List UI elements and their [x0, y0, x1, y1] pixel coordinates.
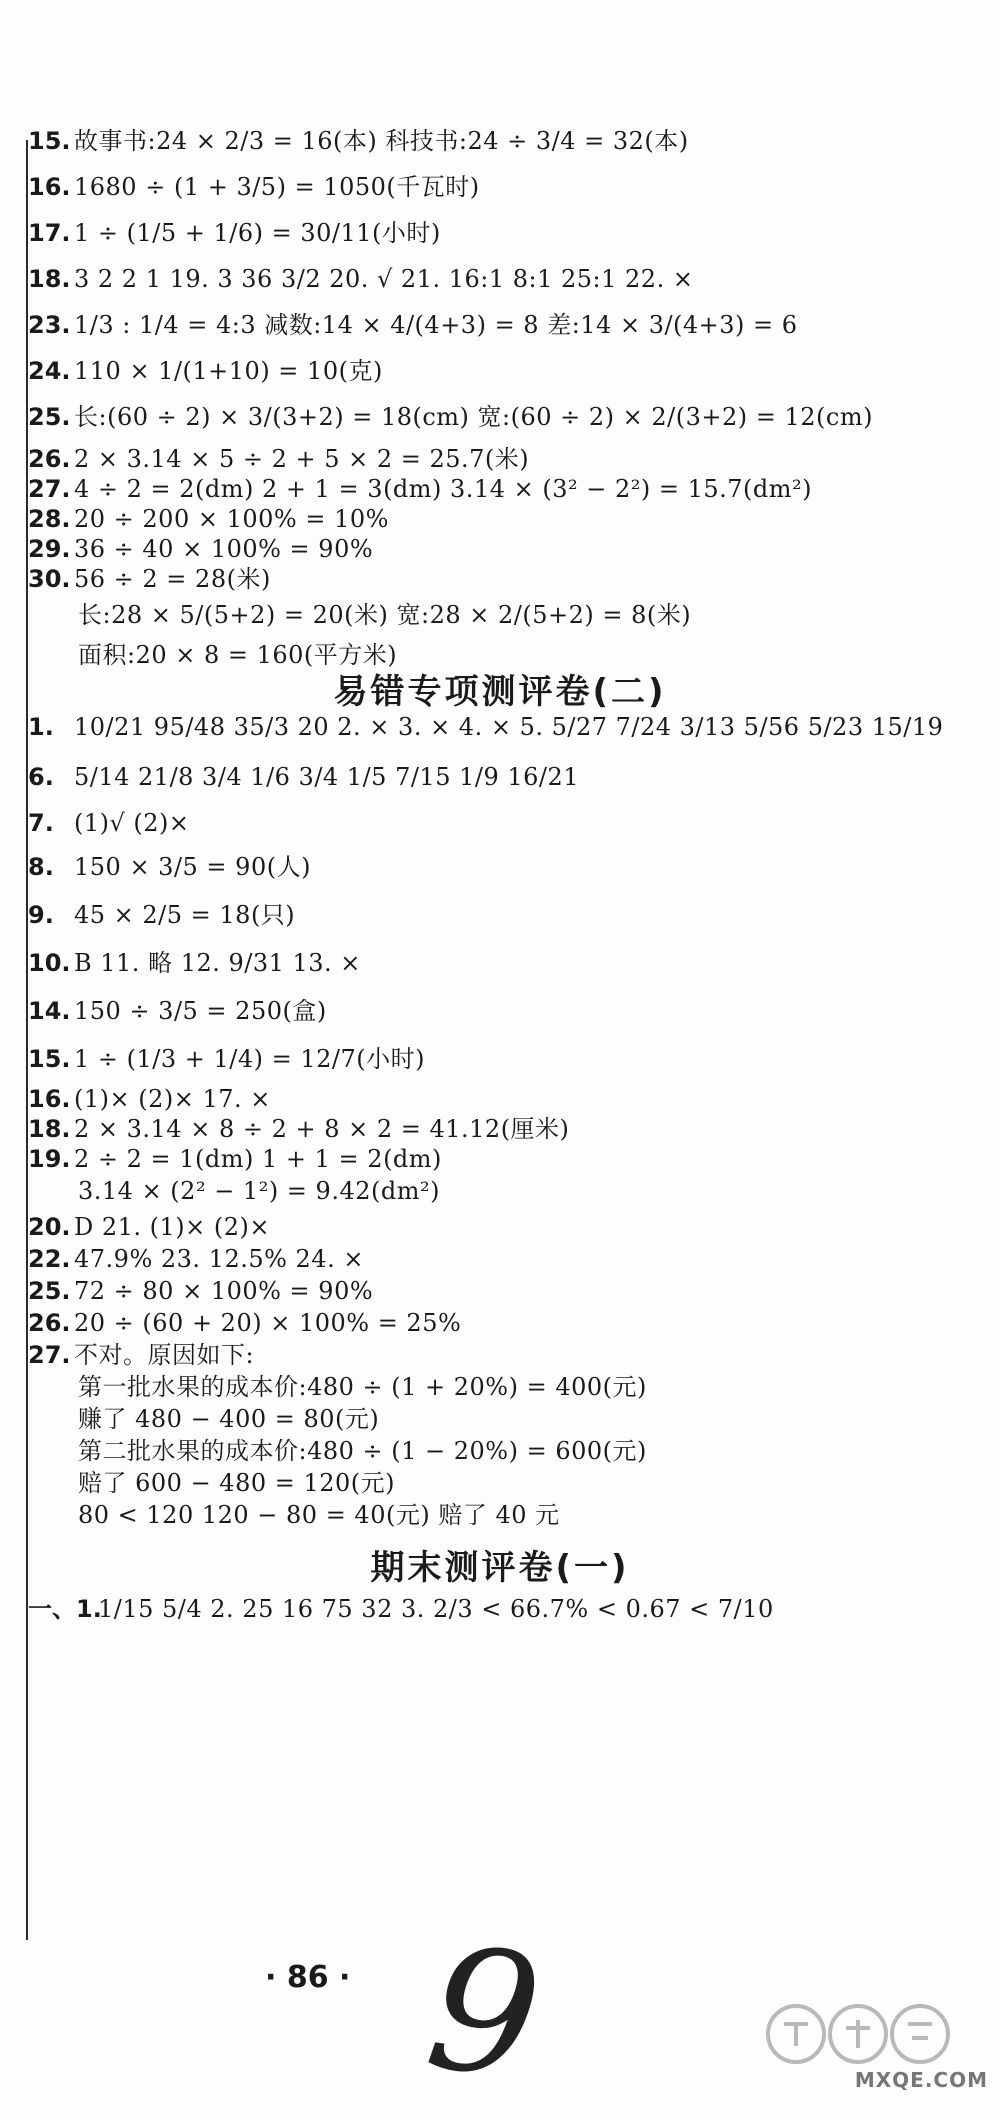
answer-line: 长:28 × 5/(5+2) = 20(米) 宽:28 × 2/(5+2) = 8(米) — [78, 601, 692, 629]
answer-line: 第二批水果的成本价:480 ÷ (1 − 20%) = 600(元) — [78, 1437, 647, 1465]
answer-line: 9. 45 × 2/5 = 18(只) — [28, 901, 296, 929]
answer-line: 7. (1)√ (2)× — [28, 809, 190, 837]
answer-line: 19. 2 ÷ 2 = 1(dm) 1 + 1 = 2(dm) — [28, 1145, 442, 1173]
answer-line: 16. (1)× (2)× 17. × — [28, 1085, 271, 1113]
answer-line: 25. 72 ÷ 80 × 100% = 90% — [28, 1277, 374, 1305]
answer-line: 15. 1 ÷ (1/3 + 1/4) = 12/7(小时) — [28, 1045, 425, 1073]
handwritten-mark: 9 — [416, 1908, 552, 2120]
watermark-text: MXQE.COM — [854, 2068, 988, 2092]
answer-line: 26. 2 × 3.14 × 5 ÷ 2 + 5 × 2 = 25.7(米) — [28, 445, 530, 473]
answer-line: 28. 20 ÷ 200 × 100% = 10% — [28, 505, 389, 533]
answer-line: 16. 1680 ÷ (1 + 3/5) = 1050(千瓦时) — [28, 173, 480, 201]
answer-line: 25. 长:(60 ÷ 2) × 3/(3+2) = 18(cm) 宽:(60 ÷ 2) × 2/(3+2) = 12(cm) — [28, 403, 873, 431]
answer-line: 27. 4 ÷ 2 = 2(dm) 2 + 1 = 3(dm) 3.14 × (3² − 2²) = 15.7(dm²) — [28, 475, 812, 503]
section-title: 期末测评卷(一) — [370, 1548, 630, 1588]
answer-line: 18. 2 × 3.14 × 8 ÷ 2 + 8 × 2 = 41.12(厘米) — [28, 1115, 570, 1143]
answer-line: 23. 1/3 : 1/4 = 4:3 减数:14 × 4/(4+3) = 8 差:14 × 3/(4+3) = 6 — [28, 311, 798, 339]
answer-line: 1. 10/21 95/48 35/3 20 2. × 3. × 4. × 5. 5/27 7/24 3/13 5/56 5/23 15/19 — [28, 713, 944, 741]
page-number: · 86 · — [265, 1960, 351, 1995]
answer-line: 17. 1 ÷ (1/5 + 1/6) = 30/11(小时) — [28, 219, 441, 247]
answer-line: 20. D 21. (1)× (2)× — [28, 1213, 271, 1241]
answer-line: 29. 36 ÷ 40 × 100% = 90% — [28, 535, 374, 563]
answer-line: 面积:20 × 8 = 160(平方米) — [78, 641, 398, 669]
answer-line: 赔了 600 − 480 = 120(元) — [78, 1469, 396, 1497]
answer-line: 14. 150 ÷ 3/5 = 250(盒) — [28, 997, 327, 1025]
answer-line: 一、1.1/15 5/4 2. 25 16 75 32 3. 2/3 < 66.7% < 0.67 < 7/10 — [28, 1595, 774, 1623]
answer-line: 赚了 480 − 400 = 80(元) — [78, 1405, 380, 1433]
answer-line: 22. 47.9% 23. 12.5% 24. × — [28, 1245, 364, 1273]
answer-line: 8. 150 × 3/5 = 90(人) — [28, 853, 311, 881]
section-title: 易错专项测评卷(二) — [333, 672, 667, 712]
watermark-logo-icon — [762, 1998, 992, 2068]
answer-line: 3.14 × (2² − 1²) = 9.42(dm²) — [78, 1177, 440, 1205]
answer-line: 24. 110 × 1/(1+10) = 10(克) — [28, 357, 383, 385]
answer-line: 27. 不对。原因如下: — [28, 1341, 255, 1369]
answer-line: 30. 56 ÷ 2 = 28(米) — [28, 565, 271, 593]
answer-line: 第一批水果的成本价:480 ÷ (1 + 20%) = 400(元) — [78, 1373, 647, 1401]
answer-line: 6. 5/14 21/8 3/4 1/6 3/4 1/5 7/15 1/9 16/21 — [28, 763, 580, 791]
answer-line: 15. 故事书:24 × 2/3 = 16(本) 科技书:24 ÷ 3/4 = 32(本) — [28, 127, 689, 155]
answer-line: 18. 3 2 2 1 19. 3 36 3/2 20. √ 21. 16:1 8:1 25:1 22. × — [28, 265, 694, 293]
answer-line: 80 < 120 120 − 80 = 40(元) 赔了 40 元 — [78, 1501, 560, 1529]
answer-line: 10. B 11. 略 12. 9/31 13. × — [28, 949, 361, 977]
answer-line: 26. 20 ÷ (60 + 20) × 100% = 25% — [28, 1309, 462, 1337]
